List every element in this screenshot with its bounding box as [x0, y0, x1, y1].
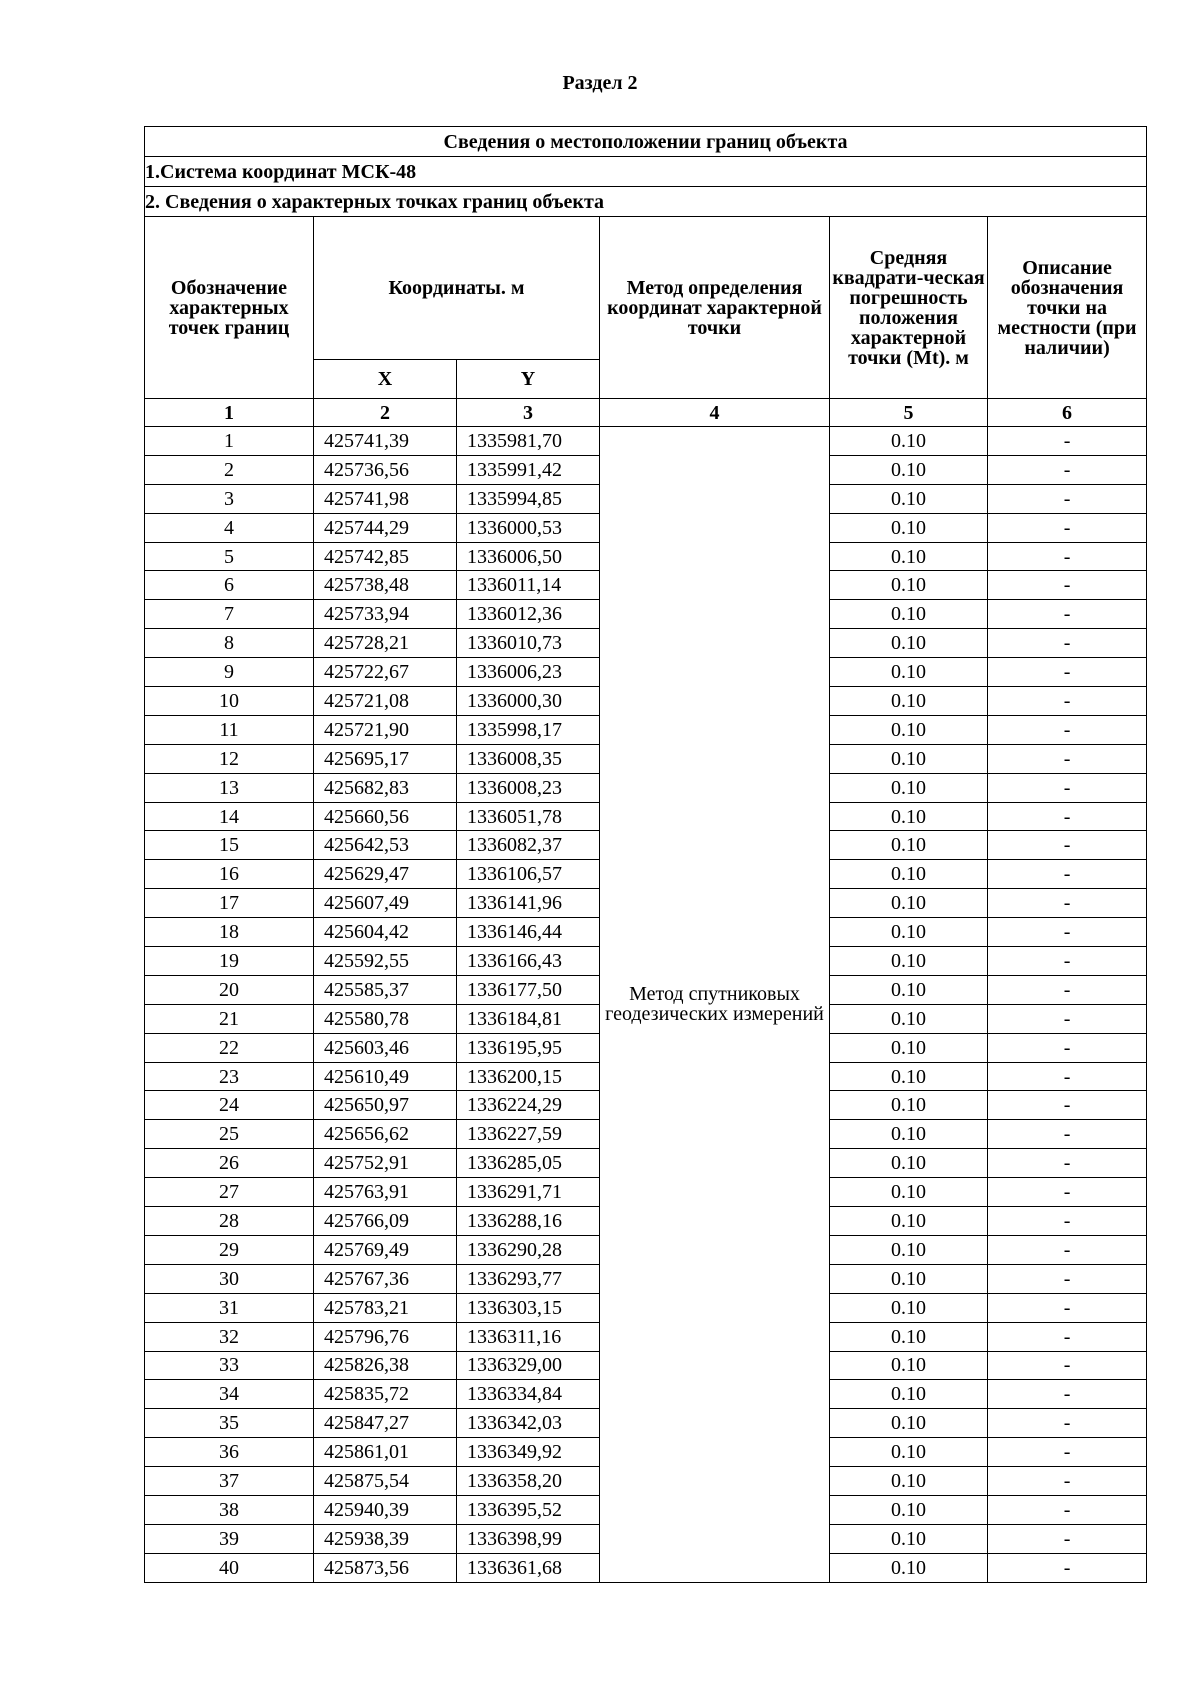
accuracy-value: 0.10 — [830, 860, 988, 889]
accuracy-value: 0.10 — [830, 1004, 988, 1033]
point-number: 32 — [145, 1322, 314, 1351]
point-number: 24 — [145, 1091, 314, 1120]
accuracy-value: 0.10 — [830, 542, 988, 571]
description-value: - — [988, 744, 1147, 773]
coord-x: 425607,49 — [314, 889, 457, 918]
accuracy-value: 0.10 — [830, 947, 988, 976]
description-value: - — [988, 600, 1147, 629]
accuracy-value: 0.10 — [830, 1033, 988, 1062]
description-value: - — [988, 1467, 1147, 1496]
accuracy-value: 0.10 — [830, 1062, 988, 1091]
accuracy-value: 0.10 — [830, 1438, 988, 1467]
description-value: - — [988, 1207, 1147, 1236]
point-number: 27 — [145, 1178, 314, 1207]
description-value: - — [988, 484, 1147, 513]
point-number: 5 — [145, 542, 314, 571]
accuracy-value: 0.10 — [830, 889, 988, 918]
coord-y: 1336010,73 — [457, 629, 600, 658]
point-number: 28 — [145, 1207, 314, 1236]
point-number: 20 — [145, 975, 314, 1004]
coord-y: 1336008,35 — [457, 744, 600, 773]
description-value: - — [988, 1264, 1147, 1293]
coord-x: 425610,49 — [314, 1062, 457, 1091]
coord-x: 425721,90 — [314, 715, 457, 744]
coord-x: 425721,08 — [314, 687, 457, 716]
coord-x: 425873,56 — [314, 1553, 457, 1582]
accuracy-value: 0.10 — [830, 455, 988, 484]
accuracy-value: 0.10 — [830, 484, 988, 513]
coord-y: 1336342,03 — [457, 1409, 600, 1438]
point-number: 36 — [145, 1438, 314, 1467]
point-number: 1 — [145, 427, 314, 456]
points-heading: 2. Сведения о характерных точках границ объекта — [145, 187, 1147, 217]
coordinate-system: 1.Система координат МСК-48 — [145, 157, 1147, 187]
description-value: - — [988, 918, 1147, 947]
coord-x: 425580,78 — [314, 1004, 457, 1033]
coord-y: 1336224,29 — [457, 1091, 600, 1120]
point-number: 34 — [145, 1380, 314, 1409]
coord-x: 425682,83 — [314, 773, 457, 802]
coord-y: 1336000,53 — [457, 513, 600, 542]
coord-x: 425722,67 — [314, 658, 457, 687]
accuracy-value: 0.10 — [830, 427, 988, 456]
point-number: 4 — [145, 513, 314, 542]
point-number: 17 — [145, 889, 314, 918]
accuracy-value: 0.10 — [830, 1553, 988, 1582]
point-number: 18 — [145, 918, 314, 947]
accuracy-value: 0.10 — [830, 1264, 988, 1293]
coord-y: 1336141,96 — [457, 889, 600, 918]
column-number: 6 — [988, 399, 1147, 427]
description-value: - — [988, 975, 1147, 1004]
accuracy-value: 0.10 — [830, 1149, 988, 1178]
description-value: - — [988, 1351, 1147, 1380]
description-value: - — [988, 542, 1147, 571]
accuracy-value: 0.10 — [830, 802, 988, 831]
accuracy-value: 0.10 — [830, 1409, 988, 1438]
coord-x: 425767,36 — [314, 1264, 457, 1293]
coord-x: 425826,38 — [314, 1351, 457, 1380]
accuracy-value: 0.10 — [830, 571, 988, 600]
description-value: - — [988, 1033, 1147, 1062]
coord-y: 1336285,05 — [457, 1149, 600, 1178]
point-number: 25 — [145, 1120, 314, 1149]
coord-x: 425592,55 — [314, 947, 457, 976]
coord-x: 425629,47 — [314, 860, 457, 889]
accuracy-value: 0.10 — [830, 975, 988, 1004]
table-title: Сведения о местоположении границ объекта — [145, 127, 1147, 157]
description-value: - — [988, 1120, 1147, 1149]
description-value: - — [988, 1553, 1147, 1582]
method-cell: Метод спутниковых геодезических измерений — [600, 427, 830, 1583]
accuracy-value: 0.10 — [830, 1351, 988, 1380]
description-value: - — [988, 1004, 1147, 1033]
coord-y: 1336177,50 — [457, 975, 600, 1004]
header-y: Y — [457, 360, 600, 399]
point-number: 26 — [145, 1149, 314, 1178]
accuracy-value: 0.10 — [830, 1178, 988, 1207]
coord-y: 1336008,23 — [457, 773, 600, 802]
description-value: - — [988, 802, 1147, 831]
coord-y: 1335981,70 — [457, 427, 600, 456]
accuracy-value: 0.10 — [830, 1495, 988, 1524]
coord-x: 425741,98 — [314, 484, 457, 513]
coord-x: 425861,01 — [314, 1438, 457, 1467]
coord-y: 1336291,71 — [457, 1178, 600, 1207]
coord-y: 1336011,14 — [457, 571, 600, 600]
description-value: - — [988, 629, 1147, 658]
description-value: - — [988, 947, 1147, 976]
accuracy-value: 0.10 — [830, 715, 988, 744]
description-value: - — [988, 831, 1147, 860]
table-row — [145, 427, 1147, 456]
accuracy-value: 0.10 — [830, 1293, 988, 1322]
description-value: - — [988, 1062, 1147, 1091]
coord-y: 1336398,99 — [457, 1524, 600, 1553]
coord-y: 1336311,16 — [457, 1322, 600, 1351]
coord-x: 425603,46 — [314, 1033, 457, 1062]
point-number: 8 — [145, 629, 314, 658]
point-number: 21 — [145, 1004, 314, 1033]
point-number: 40 — [145, 1553, 314, 1582]
accuracy-value: 0.10 — [830, 1120, 988, 1149]
coord-x: 425796,76 — [314, 1322, 457, 1351]
coord-y: 1336006,50 — [457, 542, 600, 571]
coord-y: 1336395,52 — [457, 1495, 600, 1524]
coord-x: 425835,72 — [314, 1380, 457, 1409]
coord-y: 1336200,15 — [457, 1062, 600, 1091]
coord-y: 1336184,81 — [457, 1004, 600, 1033]
coord-x: 425656,62 — [314, 1120, 457, 1149]
accuracy-value: 0.10 — [830, 513, 988, 542]
coord-x: 425642,53 — [314, 831, 457, 860]
header-accuracy: Средняя квадрати-ческая погрешность положения характерной точки (Mt). м — [830, 217, 988, 399]
description-value: - — [988, 427, 1147, 456]
header-coordinates: Координаты. м — [314, 217, 600, 360]
coord-x: 425604,42 — [314, 918, 457, 947]
point-number: 35 — [145, 1409, 314, 1438]
description-value: - — [988, 715, 1147, 744]
point-number: 37 — [145, 1467, 314, 1496]
accuracy-value: 0.10 — [830, 1091, 988, 1120]
boundary-points-table — [144, 126, 1147, 1583]
coord-y: 1336358,20 — [457, 1467, 600, 1496]
accuracy-value: 0.10 — [830, 744, 988, 773]
coord-y: 1335998,17 — [457, 715, 600, 744]
column-number: 4 — [600, 399, 830, 427]
coord-x: 425847,27 — [314, 1409, 457, 1438]
description-value: - — [988, 860, 1147, 889]
coord-y: 1336334,84 — [457, 1380, 600, 1409]
header-method: Метод определения координат характерной точки — [600, 217, 830, 399]
coord-y: 1336349,92 — [457, 1438, 600, 1467]
description-value: - — [988, 1178, 1147, 1207]
coord-x: 425660,56 — [314, 802, 457, 831]
description-value: - — [988, 1322, 1147, 1351]
accuracy-value: 0.10 — [830, 773, 988, 802]
description-value: - — [988, 658, 1147, 687]
point-number: 6 — [145, 571, 314, 600]
accuracy-value: 0.10 — [830, 1380, 988, 1409]
header-description: Описание обозначения точки на местности (при наличии) — [988, 217, 1147, 399]
coord-y: 1336361,68 — [457, 1553, 600, 1582]
coord-y: 1336146,44 — [457, 918, 600, 947]
description-value: - — [988, 889, 1147, 918]
accuracy-value: 0.10 — [830, 1235, 988, 1264]
accuracy-value: 0.10 — [830, 918, 988, 947]
point-number: 9 — [145, 658, 314, 687]
coord-x: 425875,54 — [314, 1467, 457, 1496]
coord-x: 425783,21 — [314, 1293, 457, 1322]
coord-y: 1336290,28 — [457, 1235, 600, 1264]
point-number: 19 — [145, 947, 314, 976]
coord-y: 1336012,36 — [457, 600, 600, 629]
accuracy-value: 0.10 — [830, 629, 988, 658]
section-title: Раздел 2 — [562, 72, 638, 94]
header-x: X — [314, 360, 457, 399]
point-number: 15 — [145, 831, 314, 860]
coord-x: 425585,37 — [314, 975, 457, 1004]
point-number: 12 — [145, 744, 314, 773]
description-value: - — [988, 571, 1147, 600]
description-value: - — [988, 687, 1147, 716]
coord-x: 425940,39 — [314, 1495, 457, 1524]
coord-x: 425769,49 — [314, 1235, 457, 1264]
description-value: - — [988, 1293, 1147, 1322]
point-number: 2 — [145, 455, 314, 484]
description-value: - — [988, 1409, 1147, 1438]
coord-x: 425733,94 — [314, 600, 457, 629]
coord-y: 1336000,30 — [457, 687, 600, 716]
description-value: - — [988, 1438, 1147, 1467]
coord-y: 1335991,42 — [457, 455, 600, 484]
coord-x: 425742,85 — [314, 542, 457, 571]
point-number: 11 — [145, 715, 314, 744]
coord-x: 425938,39 — [314, 1524, 457, 1553]
coord-y: 1336303,15 — [457, 1293, 600, 1322]
coord-y: 1336166,43 — [457, 947, 600, 976]
point-number: 7 — [145, 600, 314, 629]
point-number: 3 — [145, 484, 314, 513]
description-value: - — [988, 1091, 1147, 1120]
coord-y: 1336006,23 — [457, 658, 600, 687]
column-number: 5 — [830, 399, 988, 427]
accuracy-value: 0.10 — [830, 658, 988, 687]
point-number: 39 — [145, 1524, 314, 1553]
coord-x: 425752,91 — [314, 1149, 457, 1178]
point-number: 31 — [145, 1293, 314, 1322]
description-value: - — [988, 1235, 1147, 1264]
coord-x: 425728,21 — [314, 629, 457, 658]
accuracy-value: 0.10 — [830, 1322, 988, 1351]
coord-x: 425738,48 — [314, 571, 457, 600]
coord-x: 425736,56 — [314, 455, 457, 484]
description-value: - — [988, 1380, 1147, 1409]
coord-x: 425763,91 — [314, 1178, 457, 1207]
point-number: 29 — [145, 1235, 314, 1264]
coord-y: 1336082,37 — [457, 831, 600, 860]
column-number: 1 — [145, 399, 314, 427]
accuracy-value: 0.10 — [830, 1207, 988, 1236]
description-value: - — [988, 773, 1147, 802]
description-value: - — [988, 1524, 1147, 1553]
coord-y: 1336288,16 — [457, 1207, 600, 1236]
point-number: 14 — [145, 802, 314, 831]
point-number: 10 — [145, 687, 314, 716]
coord-y: 1336195,95 — [457, 1033, 600, 1062]
point-number: 16 — [145, 860, 314, 889]
description-value: - — [988, 513, 1147, 542]
column-number: 3 — [457, 399, 600, 427]
description-value: - — [988, 455, 1147, 484]
coord-y: 1335994,85 — [457, 484, 600, 513]
coord-y: 1336293,77 — [457, 1264, 600, 1293]
coord-x: 425766,09 — [314, 1207, 457, 1236]
accuracy-value: 0.10 — [830, 1467, 988, 1496]
accuracy-value: 0.10 — [830, 831, 988, 860]
accuracy-value: 0.10 — [830, 687, 988, 716]
coord-x: 425741,39 — [314, 427, 457, 456]
point-number: 22 — [145, 1033, 314, 1062]
accuracy-value: 0.10 — [830, 1524, 988, 1553]
header-designation: Обозначение характерных точек границ — [145, 217, 314, 399]
point-number: 33 — [145, 1351, 314, 1380]
description-value: - — [988, 1495, 1147, 1524]
coord-x: 425744,29 — [314, 513, 457, 542]
point-number: 30 — [145, 1264, 314, 1293]
coord-y: 1336106,57 — [457, 860, 600, 889]
coord-x: 425695,17 — [314, 744, 457, 773]
coord-y: 1336329,00 — [457, 1351, 600, 1380]
point-number: 38 — [145, 1495, 314, 1524]
column-number: 2 — [314, 399, 457, 427]
coord-x: 425650,97 — [314, 1091, 457, 1120]
description-value: - — [988, 1149, 1147, 1178]
point-number: 13 — [145, 773, 314, 802]
accuracy-value: 0.10 — [830, 600, 988, 629]
coord-y: 1336051,78 — [457, 802, 600, 831]
point-number: 23 — [145, 1062, 314, 1091]
coord-y: 1336227,59 — [457, 1120, 600, 1149]
